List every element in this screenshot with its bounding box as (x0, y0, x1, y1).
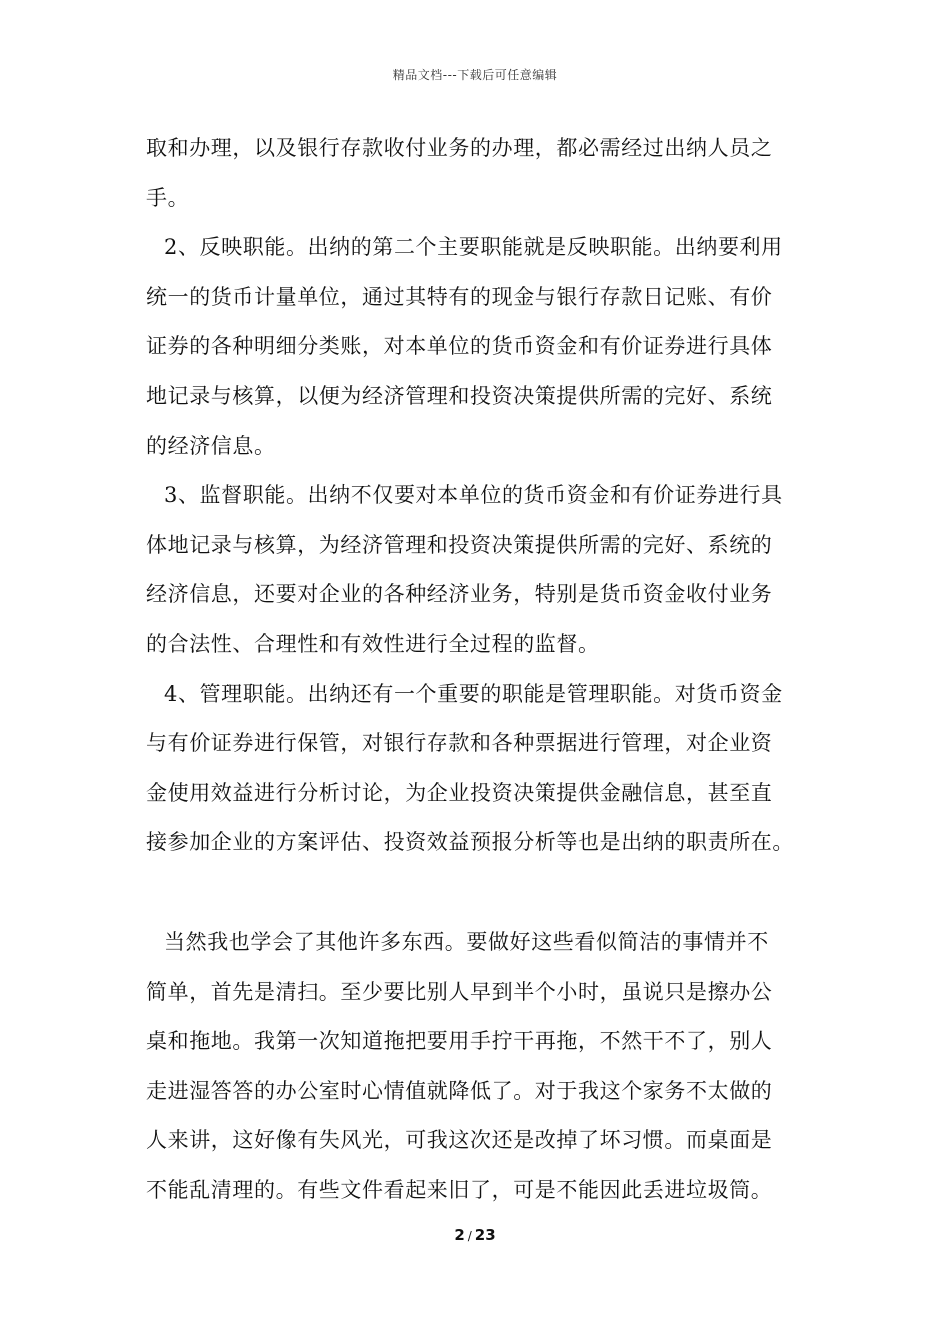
text-line: 与有价证券进行保管，对银行存款和各种票据进行管理，对企业资 (146, 731, 773, 756)
text-line: 3、监督职能。出纳不仅要对本单位的货币资金和有价证券进行具 (164, 483, 783, 508)
text-line: 取和办理，以及银行存款收付业务的办理，都必需经过出纳人员之 (146, 136, 773, 160)
text-line: 简单，首先是清扫。至少要比别人早到半个小时，虽说只是擦办公 (146, 979, 773, 1004)
total-pages: 23 (474, 1226, 496, 1244)
text-line: 手。 (146, 185, 190, 210)
page-number (0, 1226, 950, 1244)
text-line: 证券的各种明细分类账，对本单位的货币资金和有价证券进行具体 (146, 334, 773, 359)
text-line: 走进湿答答的办公室时心情值就降低了。对于我这个家务不太做的 (146, 1078, 773, 1103)
text-line: 不能乱清理的。有些文件看起来旧了，可是不能因此丢进垃圾筒。 (146, 1177, 773, 1202)
text-line: 体地记录与核算，为经济管理和投资决策提供所需的完好、系统的 (146, 532, 773, 557)
text-line: 金使用效益进行分析讨论，为企业投资决策提供金融信息，甚至直 (146, 780, 773, 805)
text-line: 桌和拖地。我第一次知道拖把要用手拧干再拖，不然干不了，别人 (146, 1029, 773, 1054)
document-body (146, 124, 836, 1215)
current-page: 2 (454, 1226, 465, 1244)
text-line: 的合法性、合理性和有效性进行全过程的监督。 (146, 631, 600, 656)
text-line: 2、反映职能。出纳的第二个主要职能就是反映职能。出纳要利用 (164, 235, 783, 260)
text-line: 的经济信息。 (146, 433, 276, 458)
text-line: 经济信息，还要对企业的各种经济业务，特别是货币资金收付业务 (146, 582, 773, 607)
page-header: 精品文档---下载后可任意编辑 (392, 68, 558, 82)
text-line: 4、管理职能。出纳还有一个重要的职能是管理职能。对货币资金 (164, 681, 783, 706)
text-line: 接参加企业的方案评估、投资效益预报分析等也是出纳的职责所在。 (146, 830, 794, 855)
page-separator: / (467, 1229, 472, 1243)
paragraph-gap (146, 868, 836, 918)
text-line: 当然我也学会了其他许多东西。要做好这些看似简洁的事情并不 (164, 929, 769, 954)
text-line: 统一的货币计量单位，通过其特有的现金与银行存款日记账、有价 (146, 284, 773, 309)
text-line: 人来讲，这好像有失风光，可我这次还是改掉了坏习惯。而桌面是 (146, 1128, 773, 1153)
text-line: 地记录与核算，以便为经济管理和投资决策提供所需的完好、系统 (146, 383, 773, 408)
